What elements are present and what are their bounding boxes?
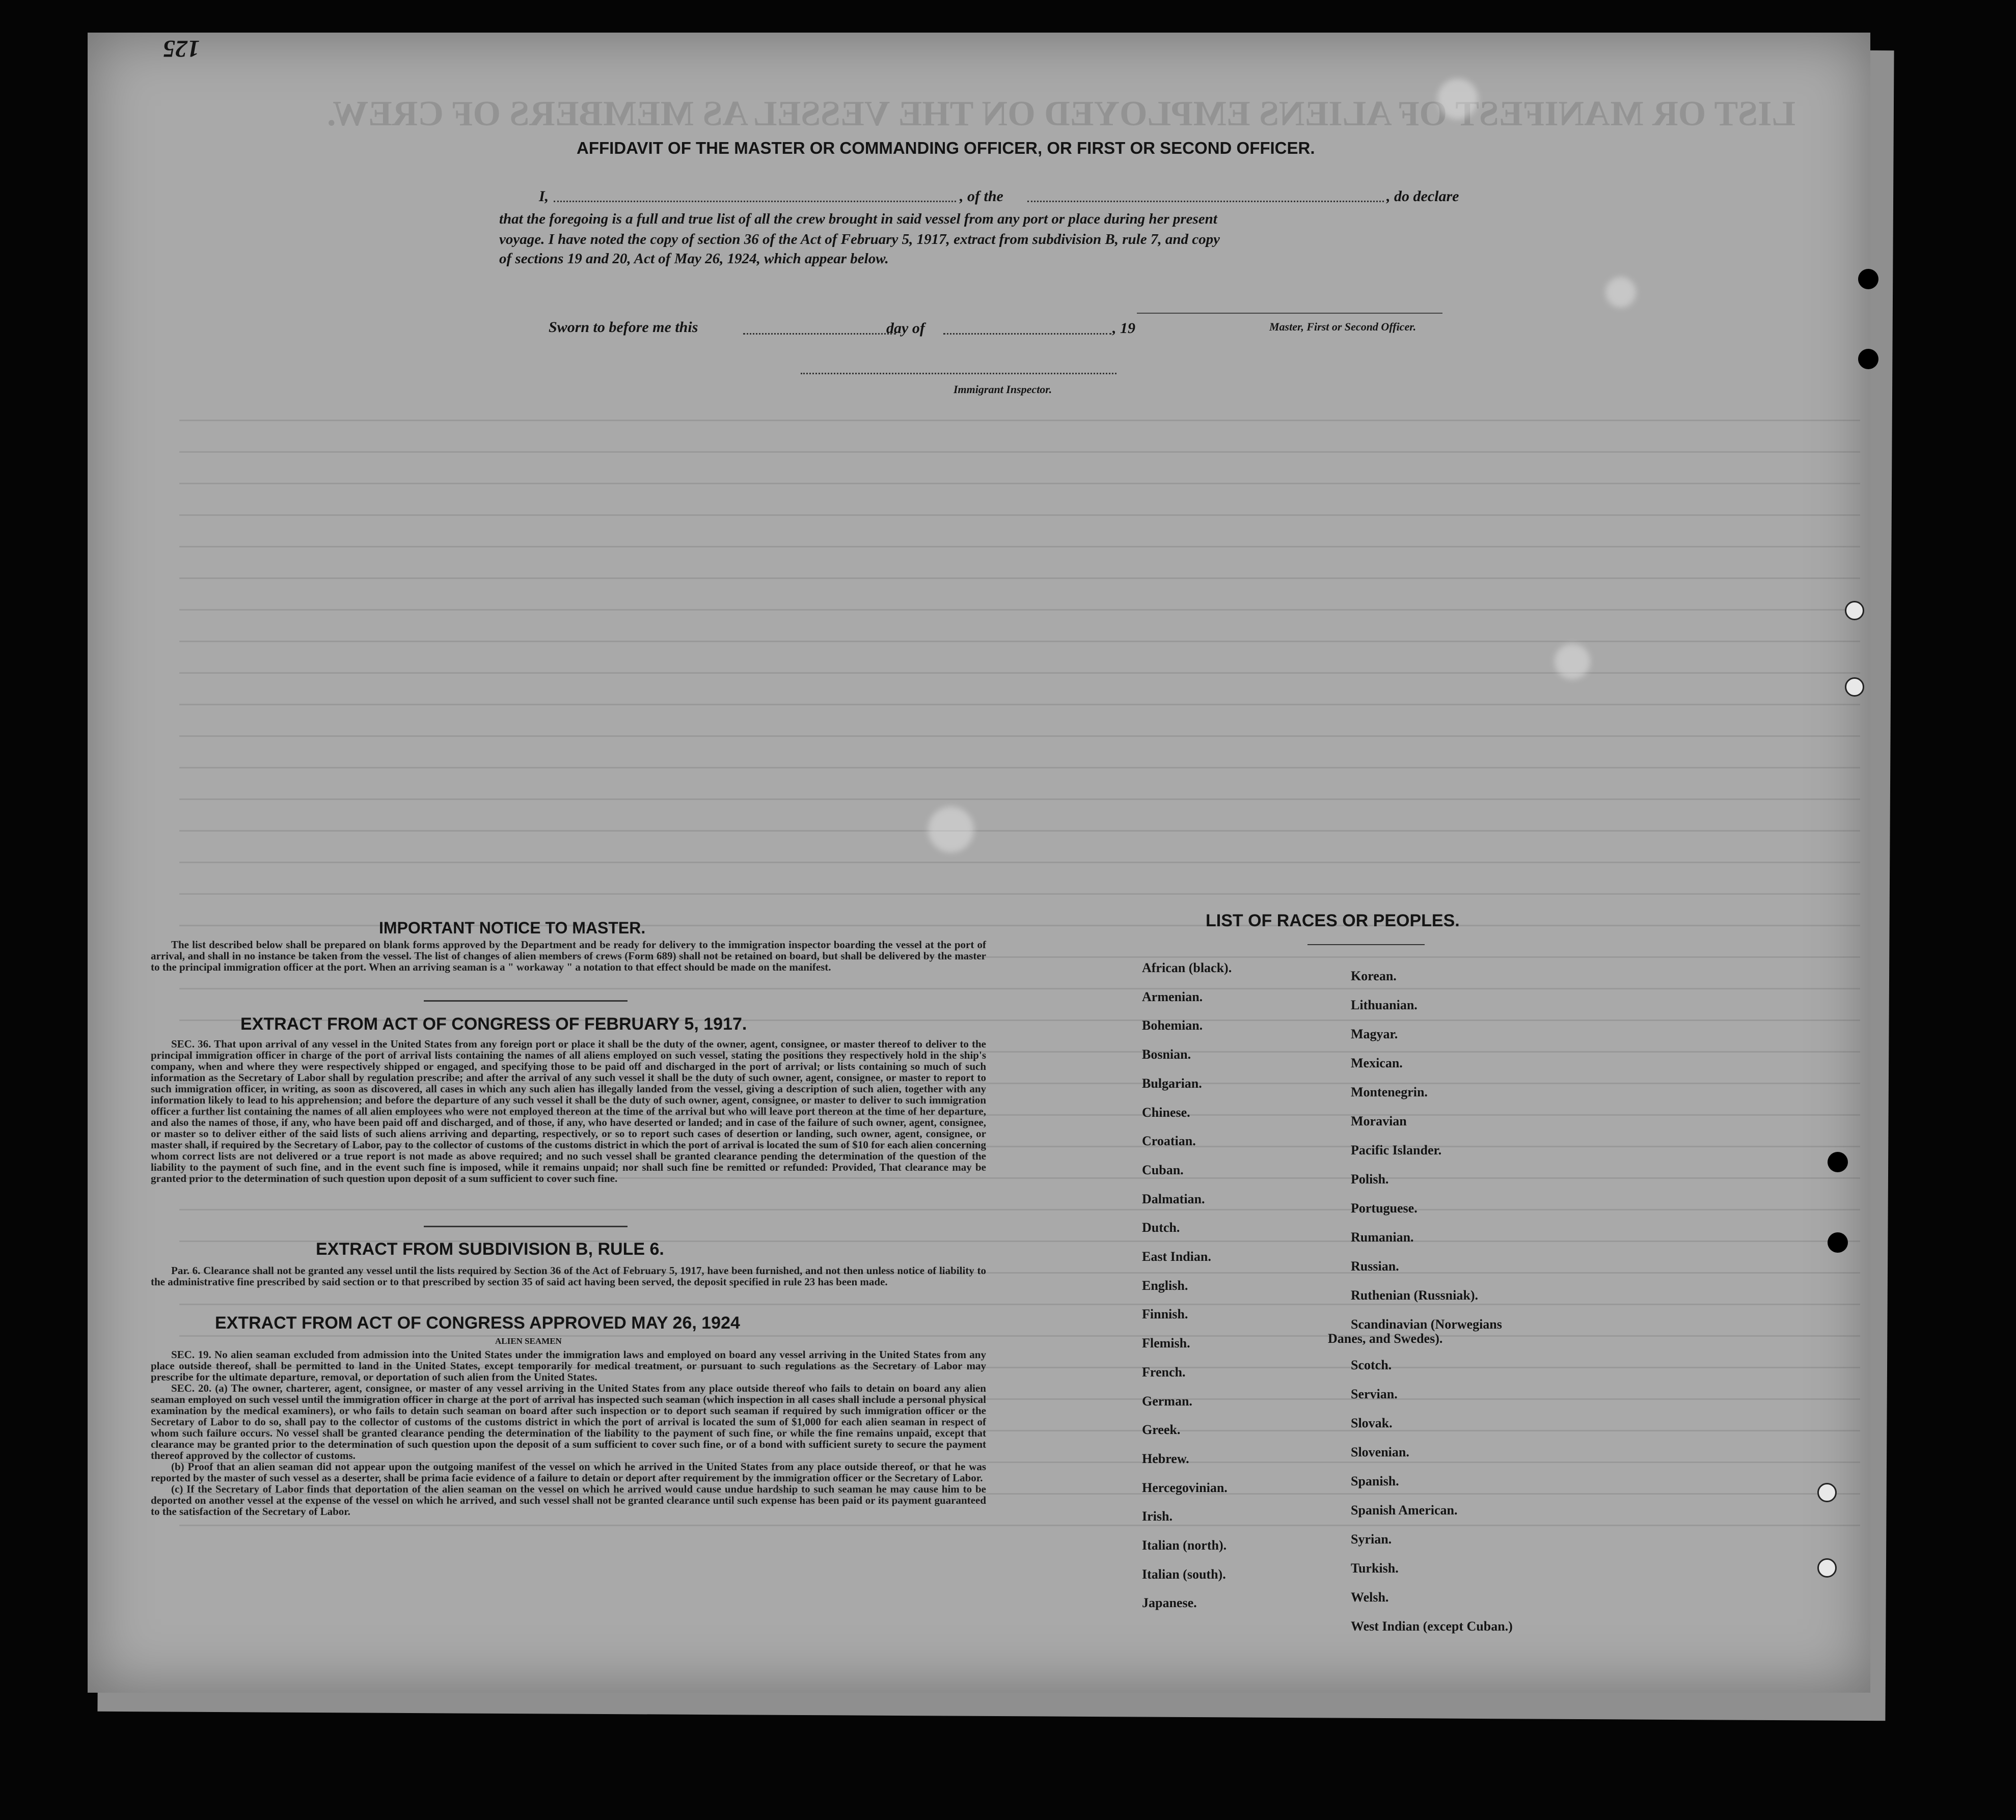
races-divider	[1307, 944, 1425, 945]
race-item: Syrian.	[1351, 1532, 1392, 1547]
bleed-through-rule	[179, 1525, 1860, 1526]
bleed-through-title: LIST OR MANIFEST OF ALIENS EMPLOYED ON THE VESSEL AS MEMBERS OF CREW.	[327, 94, 1796, 133]
race-item: Scotch.	[1351, 1358, 1392, 1372]
bleed-through-rule	[179, 862, 1860, 863]
notice-body	[151, 939, 986, 973]
bleed-through-rule	[179, 672, 1860, 674]
inspector-label: Immigrant Inspector.	[953, 383, 1052, 396]
race-item: Bosnian.	[1142, 1047, 1191, 1062]
race-item: Armenian.	[1142, 989, 1203, 1004]
inspector-signature-line[interactable]	[801, 373, 1116, 374]
sworn-label: Sworn to before me this	[549, 319, 698, 336]
vessel-name-field[interactable]	[1027, 201, 1384, 202]
master-signature-line[interactable]	[1137, 313, 1442, 314]
paper-speck	[1605, 277, 1636, 308]
race-item: Montenegrin.	[1351, 1085, 1428, 1099]
bleed-through-rule	[179, 988, 1860, 989]
race-item: English.	[1142, 1278, 1188, 1293]
extract-1924-body	[151, 1349, 986, 1517]
section-20b-text: (b) Proof that an alien seaman did not appear upon the outgoing manifest of the vessel on which he arrived in the United States from any place outside thereof, or that he was reported by the master of such vessel as a deserter, shall be prima facie evidence of a failure to detain or deport after requirement by the immigration officer or the Secretary of Labor.	[151, 1460, 986, 1484]
bleed-through-rule	[179, 451, 1860, 453]
sworn-month-field[interactable]	[943, 333, 1111, 335]
bleed-through-rule	[179, 893, 1860, 895]
affidavit-line-2: that the foregoing is a full and true list of all the crew brought in said vessel from any port or place during her present	[499, 211, 1217, 227]
affidavit-title: AFFIDAVIT OF THE MASTER OR COMMANDING OFFICER, OR FIRST OR SECOND OFFICER.	[577, 139, 1315, 157]
race-item: Slovenian.	[1351, 1445, 1409, 1459]
master-signature-label: Master, First or Second Officer.	[1269, 320, 1416, 333]
race-item: Turkish.	[1351, 1561, 1399, 1576]
paper-speck	[1555, 644, 1590, 679]
notice-text: The list described below shall be prepared on blank forms approved by the Department and be ready for delivery to the immigration inspector boarding the vessel at the port of arrival, and shall in no instance be taken from the vessel. The list of changes of alien members of crews (Form 689) shall not be retained on board, but shall be delivered by the master to the principal immigration officer at the port. When an arriving seaman is a " workaway " a notation to that effect should be made on the manifest.	[151, 939, 986, 973]
paper-speck	[928, 807, 974, 852]
notice-divider	[424, 1000, 628, 1002]
race-item: Mexican.	[1351, 1056, 1403, 1070]
rule6-title: EXTRACT FROM SUBDIVISION B, RULE 6.	[316, 1239, 664, 1259]
race-item: Pacific Islander.	[1351, 1143, 1442, 1157]
race-item: German.	[1142, 1393, 1192, 1409]
bleed-through-rule	[179, 1335, 1860, 1337]
bleed-through-rule	[179, 798, 1860, 800]
section-20a-text: SEC. 20. (a) The owner, charterer, agent, consignee, or master of any vessel arriving in the United States from any place outside thereof who fails to detain on board any alien seaman employed on such vessel until the immigration officer in charge at the port of arrival has inspected such seaman (which inspection in all cases shall include a personal physical examination by the medical examiners), or who fails to detain such seaman on board after such inspection or to deport such seaman if required by such immigration officer or the Secretary of Labor to do so, shall pay to the collector of customs of the customs district in which the port of arrival is located the sum of $1,000 for each alien seaman in respect of whom such failure occurs. No vessel shall be granted clearance pending the determination of the liability to the payment of such fine, or while the fine remains unpaid, except that clearance may be granted prior to the determination of such question upon the deposit of a sum sufficient to cover such fine, or of a bond with sufficient surety to secure the payment thereof approved by the collector of customs.	[151, 1382, 986, 1461]
race-item: Dalmatian.	[1142, 1191, 1205, 1206]
races-title: LIST OF RACES OR PEOPLES.	[1206, 911, 1460, 930]
punch-hole	[1845, 601, 1864, 620]
race-item: Italian (north).	[1142, 1538, 1227, 1553]
race-item: Polish.	[1351, 1172, 1389, 1187]
bleed-through-rule	[179, 1304, 1860, 1305]
punch-hole	[1828, 1232, 1848, 1253]
race-item: Moravian	[1351, 1114, 1407, 1128]
bleed-through-rule	[179, 830, 1860, 832]
rule6-body	[151, 1265, 986, 1287]
race-item: Lithuanian.	[1351, 998, 1418, 1012]
affidavit-line-3: voyage. I have noted the copy of section 36 of the Act of February 5, 1917, extract from subdivision B, rule 7, and copy	[499, 231, 1220, 247]
alien-seamen-subtitle: ALIEN SEAMEN	[495, 1336, 562, 1346]
punch-hole	[1858, 349, 1878, 369]
bleed-through-rule	[179, 546, 1860, 547]
punch-hole	[1817, 1558, 1837, 1578]
bleed-through-rule	[179, 577, 1860, 579]
affidavit-i: I,	[539, 188, 549, 205]
race-item: Spanish American.	[1351, 1503, 1458, 1518]
bleed-through-rule	[179, 735, 1860, 737]
race-item: Magyar.	[1351, 1027, 1398, 1041]
sworn-day-field[interactable]	[743, 333, 896, 335]
bleed-through-rule	[179, 704, 1860, 705]
notice-title: IMPORTANT NOTICE TO MASTER.	[379, 919, 646, 937]
race-item: Cuban.	[1142, 1162, 1184, 1177]
bleed-through-rule	[179, 641, 1860, 642]
punch-hole	[1817, 1483, 1837, 1502]
master-name-field[interactable]	[554, 201, 956, 202]
race-item: Slovak.	[1351, 1416, 1393, 1430]
punch-hole	[1858, 269, 1878, 289]
race-item: Welsh.	[1351, 1590, 1389, 1605]
race-item: Greek.	[1142, 1422, 1181, 1438]
race-item: Portuguese.	[1351, 1201, 1418, 1216]
race-item: Rumanian.	[1351, 1230, 1414, 1245]
race-item: African (black).	[1142, 960, 1232, 975]
bleed-through-rule	[179, 420, 1860, 421]
affidavit-of-the: , of the	[960, 188, 1003, 205]
race-item: Spanish.	[1351, 1474, 1399, 1488]
race-item: Dutch.	[1142, 1220, 1180, 1235]
race-item: Italian (south).	[1142, 1566, 1226, 1582]
race-item: Chinese.	[1142, 1105, 1190, 1120]
race-item: French.	[1142, 1364, 1186, 1380]
extract-1917-divider	[424, 1226, 628, 1227]
day-of-label: day of	[886, 320, 925, 337]
race-item: Finnish.	[1142, 1307, 1188, 1322]
race-item: East Indian.	[1142, 1249, 1211, 1264]
affidavit-declare: , do declare	[1386, 188, 1459, 205]
punch-hole	[1828, 1152, 1848, 1172]
race-item: Hercegovinian.	[1142, 1480, 1228, 1495]
race-item: Russian.	[1351, 1259, 1399, 1274]
bleed-through-rule	[179, 609, 1860, 611]
race-item: Korean.	[1351, 969, 1397, 983]
year-label: , 19	[1112, 320, 1135, 337]
race-item: Hebrew.	[1142, 1451, 1189, 1466]
race-item: Bohemian.	[1142, 1018, 1203, 1033]
race-item: Japanese.	[1142, 1595, 1197, 1611]
race-item: Irish.	[1142, 1509, 1173, 1524]
extract-1924-title: EXTRACT FROM ACT OF CONGRESS APPROVED MAY 26, 1924	[215, 1313, 740, 1333]
section-20c-text: (c) If the Secretary of Labor finds that deportation of the alien seaman on the vessel on which he arrived would cause undue hardship to such seaman he may cause him to be deported on another vessel at the expense of the vessel on which he arrived, and such vessel shall not be granted clearance until such expense has been paid or its payment guaranteed to the satisfaction of the Secretary of Labor.	[151, 1483, 986, 1518]
race-item: Flemish.	[1142, 1336, 1190, 1351]
rule6-text: Par. 6. Clearance shall not be granted any vessel until the lists required by Section 36 of the Act of February 5, 1917, have been furnished, and not then unless notice of liability to the administrative fine prescribed by said section or to that prescribed by section 35 of said act having been served, the deposit specified in rule 23 has been made.	[151, 1264, 986, 1288]
punch-hole	[1845, 677, 1864, 697]
race-item: Servian.	[1351, 1387, 1398, 1401]
section-36-text: SEC. 36. That upon arrival of any vessel in the United States from any foreign port or place it shall be the duty of the owner, agent, consignee, or master thereof to deliver to the principal immigration officer in charge of the port of arrival lists containing the names of all aliens employed on such vessel, stating the positions they respectively hold in the ship's company, when and where they were respectively shipped or engaged, and specifying those to be paid off and discharged in the port of arrival; or lists containing so much of such information as the Secretary of Labor shall by regulation prescribe; and after the arrival of any such vessel it shall be the duty of such owner, agent, consignee, or master to report to such immigration officer, in writing, as soon as discovered, all cases in which any such alien has illegally landed from the vessel, giving a description of such alien, together with any information likely to lead to his apprehension; and before the departure of any such vessel it shall be the duty of such owner, agent, consignee, or master to deliver to such immigration officer a further list containing the names of all alien employees who were not employed thereon at the time of the arrival but who will leave port thereon at the time of her departure, and also the names of those, if any, who have been paid off and discharged, and of those, if any, who have deserted or landed; and in case of the failure of such owner, agent, consignee, or master so to deliver either of the said lists of such aliens arriving and departing, respectively, or so to report such cases of desertion or landing, such owner, agent, consignee, or master shall, if required by the Secretary of Labor, pay to the collector of customs of the customs district in which the port of arrival is located the sum of $10 for each alien concerning whom correct lists are not delivered or a true report is not made as above required; and no such vessel shall be granted clearance pending the determination of the question of the liability to the payment of such fine, and in the event such fine is imposed, while it remains unpaid; nor shall such fine be remitted or refunded: Provided, That clearance may be granted prior to the determination of such question upon deposit of a sum sufficient to cover such fine.	[151, 1038, 986, 1184]
extract-1917-title: EXTRACT FROM ACT OF CONGRESS OF FEBRUARY 5, 1917.	[240, 1014, 747, 1034]
race-item: Danes, and Swedes).	[1328, 1331, 1443, 1346]
extract-1917-body	[151, 1038, 986, 1184]
manifest-page	[88, 33, 1870, 1693]
bleed-through-rule	[179, 483, 1860, 484]
affidavit-line-4: of sections 19 and 20, Act of May 26, 1924, which appear below.	[499, 251, 889, 267]
bleed-through-rule	[179, 514, 1860, 516]
race-item: West Indian (except Cuban.)	[1351, 1619, 1513, 1634]
bleed-through-rule	[179, 1209, 1860, 1210]
section-19-text: SEC. 19. No alien seaman excluded from admission into the United States under the immigration laws and employed on board any vessel arriving in the United States from any place outside thereof, shall be permitted to land in the United States, except temporarily for medical treatment, or pursuant to such regulations as the Secretary of Labor may prescribe for the ultimate departure, removal, or deportation of such alien from the United States.	[151, 1348, 986, 1383]
page-number: 125	[163, 35, 200, 62]
bleed-through-rule	[179, 767, 1860, 768]
race-item: Bulgarian.	[1142, 1076, 1202, 1091]
race-item: Scandinavian (Norwegians	[1351, 1317, 1502, 1332]
race-item: Ruthenian (Russniak).	[1351, 1288, 1478, 1303]
paper-speck	[1437, 78, 1478, 119]
race-item: Croatian.	[1142, 1134, 1196, 1149]
